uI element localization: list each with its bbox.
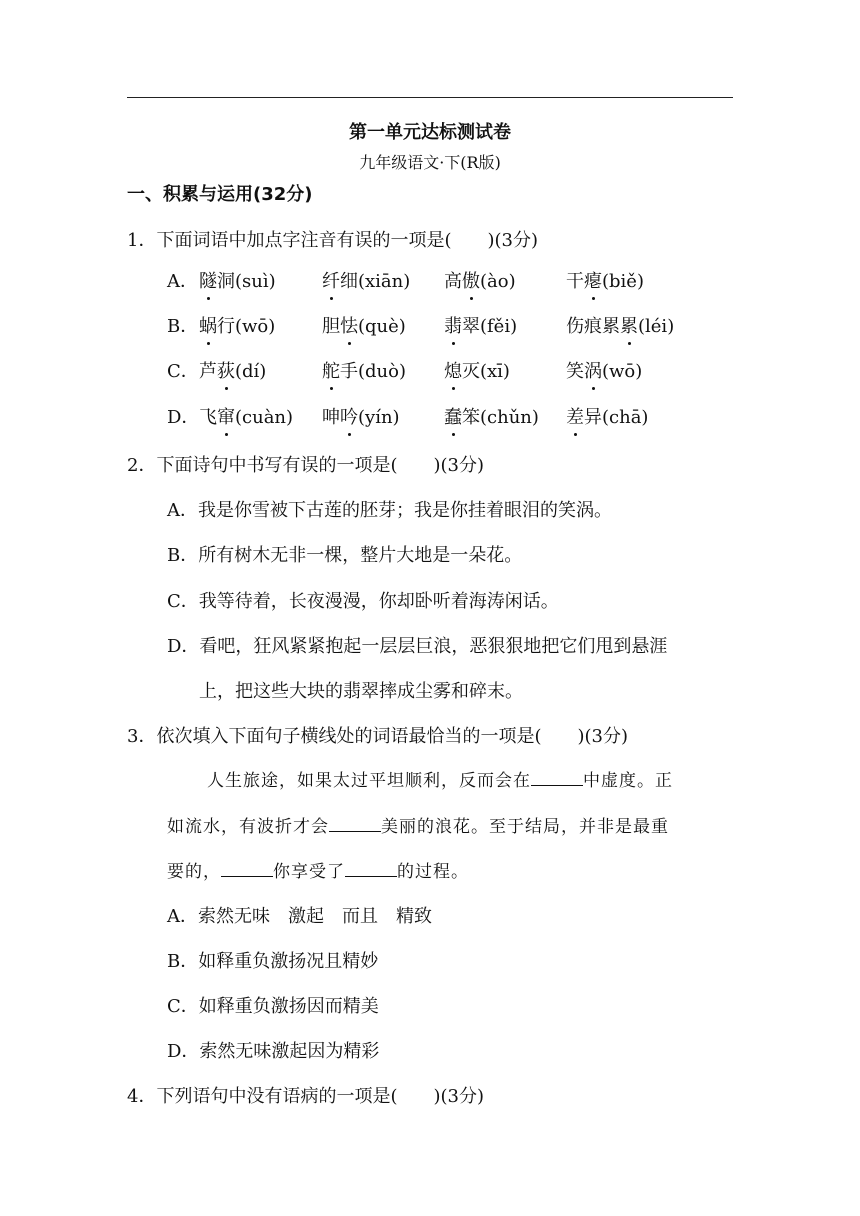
question-1-word: 高傲(ào) [444, 271, 516, 292]
question-1-word: 翡翠(fěi) [444, 316, 518, 337]
question-1-word: 差异(chā) [566, 407, 649, 428]
question-1-word: 伤痕累累(léi) [566, 316, 675, 337]
question-2-option-d-continued: 上，把这些大块的翡翠摔成尘雾和碎末。 [199, 681, 523, 702]
question-1-word: 胆怯(què) [322, 316, 406, 337]
question-3-passage-line-1: 人生旅途，如果太过平坦顺利，反而会在 中虚度。正 [207, 771, 673, 791]
question-1-word: 舵手(duò) [322, 361, 406, 382]
question-1-word: 蠢笨(chǔn) [444, 407, 539, 428]
blank-3 [221, 862, 273, 877]
question-3-option-c: C．如释重负激扬因而精美 [167, 996, 379, 1017]
header-rule [127, 97, 733, 98]
question-4-stem: 4．下列语句中没有语病的一项是( )(3分) [127, 1086, 484, 1107]
question-1-word: 呻吟(yín) [322, 407, 400, 428]
blank-1 [531, 771, 583, 786]
question-1-word: 纤细(xiān) [322, 271, 411, 292]
question-2-option-a: A．我是你雪被下古莲的胚芽；我是你挂着眼泪的笑涡。 [167, 500, 612, 521]
blank-2 [329, 817, 381, 832]
question-3-option-d: D．索然无味激起因为精彩 [167, 1041, 380, 1062]
question-2-option-c: C．我等待着，长夜漫漫，你却卧听着海涛闲话。 [167, 591, 559, 612]
question-1-word: 熄灭(xī) [444, 361, 510, 382]
question-1-option-label: C． [167, 361, 199, 382]
question-3-option-b: B．如释重负激扬况且精妙 [167, 951, 379, 972]
question-1-word: 蜗行(wō) [199, 316, 276, 337]
question-1-option-label: A． [167, 271, 198, 292]
section-heading: 一、积累与运用(32分) [127, 184, 313, 205]
question-3-passage-line-3: 要的， 你享受了 的过程。 [167, 862, 469, 882]
question-1-word: 隧洞(suì) [199, 271, 276, 292]
question-3-option-a: A．索然无味 激起 而且 精致 [167, 906, 432, 927]
page-subtitle: 九年级语文·下(R版) [359, 153, 501, 172]
question-1-word: 笑涡(wō) [566, 361, 643, 382]
question-1-stem: 1．下面词语中加点字注音有误的一项是( )(3分) [127, 230, 538, 251]
question-2-option-b: B．所有树木无非一棵，整片大地是一朵花。 [167, 545, 523, 566]
question-3-passage-line-2: 如流水，有波折才会 美丽的浪花。至于结局，并非是最重 [167, 817, 669, 837]
question-3-stem: 3．依次填入下面句子横线处的词语最恰当的一项是( )(3分) [127, 726, 628, 747]
question-1-word: 芦荻(dí) [199, 361, 267, 382]
question-1-word: 干瘪(biě) [566, 271, 644, 292]
question-1-option-label: D． [167, 407, 200, 428]
page-title: 第一单元达标测试卷 [349, 122, 511, 143]
question-2-option-d: D．看吧，狂风紧紧抱起一层层巨浪，恶狠狠地把它们甩到悬涯 [167, 636, 668, 657]
question-2-stem: 2．下面诗句中书写有误的一项是( )(3分) [127, 455, 484, 476]
question-1-option-label: B． [167, 316, 199, 337]
blank-4 [345, 862, 397, 877]
question-1-word: 飞窜(cuàn) [199, 407, 294, 428]
